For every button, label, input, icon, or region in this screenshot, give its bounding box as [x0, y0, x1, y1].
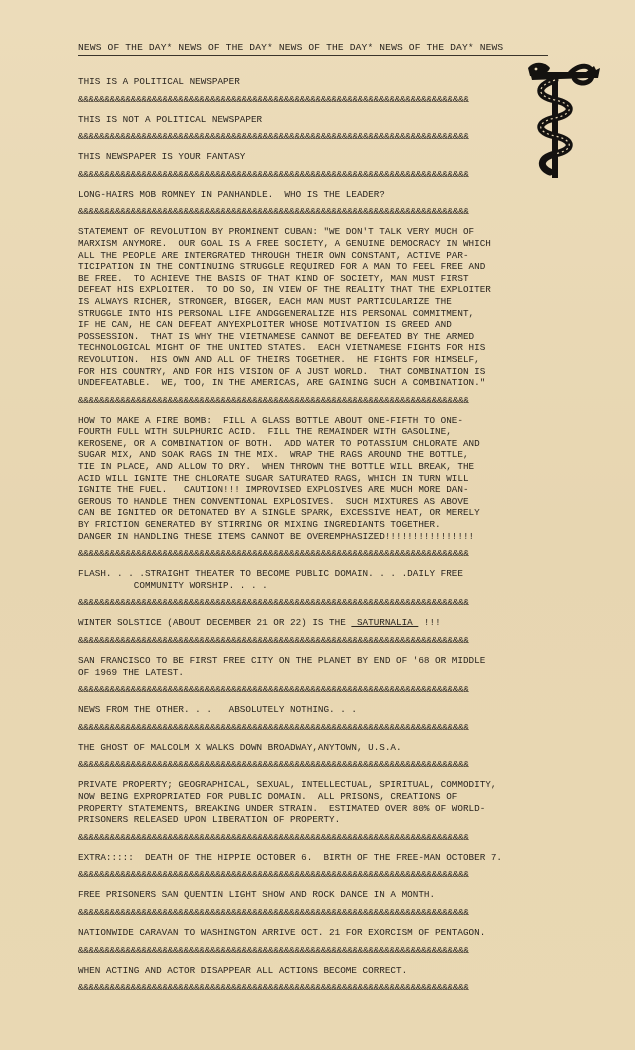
- item-free-city: SAN FRANCISCO TO BE FIRST FREE CITY ON THE PLANET BY END OF '68 OR MIDDLE OF 1969 THE LATEST.: [78, 655, 486, 678]
- item-romney: LONG-HAIRS MOB ROMNEY IN PANHANDLE. WHO IS THE LEADER?: [78, 188, 385, 200]
- item-revolution-statement: STATEMENT OF REVOLUTION BY PROMINENT CUBAN: "WE DON'T TALK VERY MUCH OF MARXISM ANYMORE. OUR GOAL IS A FREE SOCIETY, A GENUINE DEMOCRACY IN WHICH ALL THE PEOPLE ARE INTERGRATED THROUGH THEIR OWN CONSTANT, ACTIVE PAR- TICIPATION IN THE CONTINUING STRUGGLE REQUIRED FOR A MAN TO FEEL FREE AND BE FREE. TO ACHIEVE THE BASIS OF THAT KIND OF SOCIETY, MAN MUST FIRST DEFEAT HIS EXPLOITER. TO DO SO, IN VIEW OF THE REALITY THAT THE EXPLOITER IS ALWAYS RICHER, STRONGER, BIGGER, EACH MAN MUST PARTICULARIZE THE STRUGGLE INTO HIS PERSONAL LIFE ANDGGENERALIZE HIS PERSONAL COMMITMENT, IF HE CAN, HE CAN DEFEAT ANYEXPLOITER WHOSE MOTIVATION IS GREED AND POSSESSION. THAT IS WHY THE VIETNAMESE CANNOT BE DEFEATED BY THE ARMED TECHNOLOGICAL MIGHT OF THE UNITED STATES. EACH VIETNAMESE FIGHTS FOR HIS REVOLUTION. HIS OWN AND ALL OF THEIRS TOGETHER. HE FIGHTS FOR HIMSELF, FOR HIS COUNTRY, AND FOR HIS VISION OF A JUST WORLD. THAT COMBINATION IS UNDEFEATABLE. WE, TOO, IN THE AMERICAS, ARE GAINING SUCH A COMBINATION.": [78, 226, 491, 389]
- item-fire-bomb: HOW TO MAKE A FIRE BOMB: FILL A GLASS BOTTLE ABOUT ONE-FIFTH TO ONE- FOURTH FULL WITH SULPHURIC ACID. FILL THE REMAINDER WITH GASOLINE, KEROSENE, OR A COMBINATION OF BOTH. ADD WATER TO POTASSIUM CHLORATE AND SUGAR MIX, AND SOAK RAGS IN THE MIX. WRAP THE RAGS AROUND THE BOTTLE, TIE IN PLACE, AND ALLOW TO DRY. WHEN THROWN THE BOTTLE WILL BREAK, THE ACID WILL IGNITE THE CHLORATE SUGAR SATURATED RAGS, WHICH IN TURN WILL IGNITE THE FUEL. CAUTION!!! IMPROVISED EXPLOSIVES ARE MUCH MORE DAN- GEROUS TO HANDLE THEN CONVENTIONAL EXPLOSIVES. SUCH MIXTURES AS ABOVE CAN BE IGNITED OR DETONATED BY A SINGLE SPARK, EXCESSIVE HEAT, OR MERELY BY FRICTION GENERATED BY STIRRING OR MIXING INGREDIANTS TOGETHER. DANGER IN HANDLING THESE ITEMS CANNOT BE OVEREMPHASIZED!!!!!!!!!!!!!!!!: [78, 414, 480, 542]
- separator: &&&&&&&&&&&&&&&&&&&&&&&&&&&&&&&&&&&&&&&&&&&&&&&&&&&&&&&&&&&&&&&&&&&&&&&&&&: [78, 394, 469, 406]
- separator: &&&&&&&&&&&&&&&&&&&&&&&&&&&&&&&&&&&&&&&&&&&&&&&&&&&&&&&&&&&&&&&&&&&&&&&&&&: [78, 635, 469, 646]
- solstice-exclaim: !!!: [418, 617, 441, 629]
- separator: &&&&&&&&&&&&&&&&&&&&&&&&&&&&&&&&&&&&&&&&&&&&&&&&&&&&&&&&&&&&&&&&&&&&&&&&&&: [78, 721, 469, 733]
- separator: &&&&&&&&&&&&&&&&&&&&&&&&&&&&&&&&&&&&&&&&&&&&&&&&&&&&&&&&&&&&&&&&&&&&&&&&&&: [78, 93, 469, 105]
- separator: &&&&&&&&&&&&&&&&&&&&&&&&&&&&&&&&&&&&&&&&&&&&&&&&&&&&&&&&&&&&&&&&&&&&&&&&&&: [78, 759, 469, 771]
- separator: &&&&&&&&&&&&&&&&&&&&&&&&&&&&&&&&&&&&&&&&&&&&&&&&&&&&&&&&&&&&&&&&&&&&&&&&&&: [78, 869, 469, 881]
- item-extra: EXTRA::::: DEATH OF THE HIPPIE OCTOBER 6. BIRTH OF THE FREE-MAN OCTOBER 7.: [78, 851, 503, 863]
- item-private-property: PRIVATE PROPERTY; GEOGRAPHICAL, SEXUAL, INTELLECTUAL, SPIRITUAL, COMMODITY, NOW BEING EXPROPRIATED FOR PUBLIC DOMAIN. ALL PRISONS, CREATIONS OF PROPERTY STATEMENTS, BREAKING UNDER STRAIN. ESTIMATED OVER 80% OF WORLD- PRISONERS RELEASED UPON LIBERATION OF PROPERTY.: [78, 779, 497, 826]
- item-san-quentin: FREE PRISONERS SAN QUENTIN LIGHT SHOW AND ROCK DANCE IN A MONTH.: [78, 889, 436, 901]
- item-fantasy: THIS NEWSPAPER IS YOUR FANTASY: [78, 151, 246, 163]
- separator: &&&&&&&&&&&&&&&&&&&&&&&&&&&&&&&&&&&&&&&&&&&&&&&&&&&&&&&&&&&&&&&&&&&&&&&&&&: [78, 548, 469, 560]
- article-column: [78, 76, 548, 1002]
- saturnalia-underlined: SATURNALIA: [351, 617, 419, 629]
- item-flash: FLASH. . . .STRAIGHT THEATER TO BECOME PUBLIC DOMAIN. . . .DAILY FREE COMMUNITY WORSHIP. . . .: [78, 568, 463, 591]
- separator: &&&&&&&&&&&&&&&&&&&&&&&&&&&&&&&&&&&&&&&&&&&&&&&&&&&&&&&&&&&&&&&&&&&&&&&&&&: [78, 131, 469, 143]
- item-malcolm-x: THE GHOST OF MALCOLM X WALKS DOWN BROADWAY,ANYTOWN, U.S.A.: [78, 741, 402, 753]
- item-political: THIS IS A POLITICAL NEWSPAPER: [78, 76, 240, 87]
- separator: &&&&&&&&&&&&&&&&&&&&&&&&&&&&&&&&&&&&&&&&&&&&&&&&&&&&&&&&&&&&&&&&&&&&&&&&&&: [78, 831, 469, 843]
- item-caravan: NATIONWIDE CARAVAN TO WASHINGTON ARRIVE OCT. 21 FOR EXORCISM OF PENTAGON.: [78, 926, 486, 938]
- separator: &&&&&&&&&&&&&&&&&&&&&&&&&&&&&&&&&&&&&&&&&&&&&&&&&&&&&&&&&&&&&&&&&&&&&&&&&&: [78, 906, 469, 918]
- item-news-other: NEWS FROM THE OTHER. . . ABSOLUTELY NOTHING. . .: [78, 704, 357, 716]
- solstice-text: WINTER SOLSTICE (ABOUT DECEMBER 21 OR 22) IS THE: [78, 617, 352, 629]
- item-acting-actor: WHEN ACTING AND ACTOR DISAPPEAR ALL ACTIONS BECOME CORRECT.: [78, 964, 408, 976]
- separator: &&&&&&&&&&&&&&&&&&&&&&&&&&&&&&&&&&&&&&&&&&&&&&&&&&&&&&&&&&&&&&&&&&&&&&&&&&: [78, 597, 469, 609]
- item-winter-solstice: [78, 617, 548, 629]
- item-not-political: THIS IS NOT A POLITICAL NEWSPAPER: [78, 113, 263, 125]
- separator: &&&&&&&&&&&&&&&&&&&&&&&&&&&&&&&&&&&&&&&&&&&&&&&&&&&&&&&&&&&&&&&&&&&&&&&&&&: [78, 168, 469, 180]
- separator: &&&&&&&&&&&&&&&&&&&&&&&&&&&&&&&&&&&&&&&&&&&&&&&&&&&&&&&&&&&&&&&&&&&&&&&&&&: [78, 206, 469, 218]
- separator: &&&&&&&&&&&&&&&&&&&&&&&&&&&&&&&&&&&&&&&&&&&&&&&&&&&&&&&&&&&&&&&&&&&&&&&&&&: [78, 982, 469, 994]
- masthead: NEWS OF THE DAY* NEWS OF THE DAY* NEWS OF THE DAY* NEWS OF THE DAY* NEWS: [78, 42, 548, 56]
- separator: &&&&&&&&&&&&&&&&&&&&&&&&&&&&&&&&&&&&&&&&&&&&&&&&&&&&&&&&&&&&&&&&&&&&&&&&&&: [78, 684, 469, 696]
- separator: &&&&&&&&&&&&&&&&&&&&&&&&&&&&&&&&&&&&&&&&&&&&&&&&&&&&&&&&&&&&&&&&&&&&&&&&&&: [78, 944, 469, 956]
